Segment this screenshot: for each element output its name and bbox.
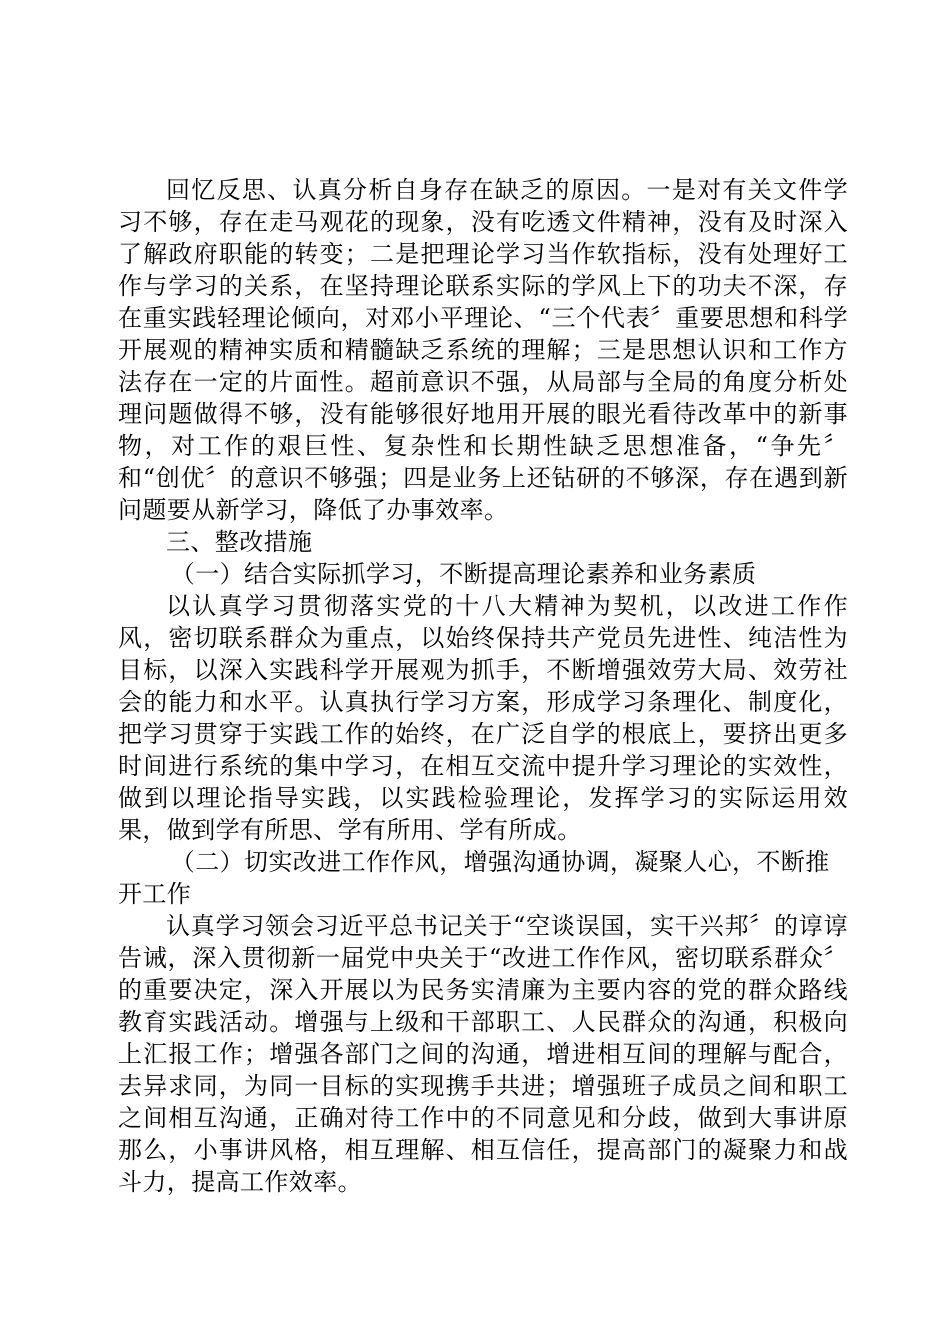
subheading-work-style: （二）切实改进工作作风，增强沟通协调，凝聚人心，不断推开工作 bbox=[118, 848, 830, 908]
paragraph-reasons-analysis: 回忆反思、认真分析自身存在缺乏的原因。一是对有关文件学习不够，存在走马观花的现象，没有吃透文件精神，没有及时深入了解政府职能的转变；二是把理论学习当作软指标，没有处理好工作与学习的关系，在坚持理论联系实际的学风上下的功夫不深，存在重实践轻理论倾向，对邓小平理论、“三个代表〞重要思想和科学开展观的精神实质和精髓缺乏系统的理解；三是思想认识和工作方法存在一定的片面性。超前意识不强，从局部与全局的角度分析处理问题做得不够，没有能够很好地用开展的眼光看待改革中的新事物，对工作的艰巨性、复杂性和长期性缺乏思想准备，“争先〞和“创优〞的意识不够强；四是业务上还钻研的不够深，存在遇到新问题要从新学习，降低了办事效率。 bbox=[118, 176, 848, 524]
section-heading-rectification-measures: 三、整改措施 bbox=[166, 528, 313, 556]
paragraph-study-plan: 以认真学习贯彻落实党的十八大精神为契机，以改进工作作风，密切联系群众为重点，以始终保持共产党员先进性、纯洁性为目标，以深入实践科学开展观为抓手，不断增强效劳大局、效劳社会的能力和水平。认真执行学习方案，形成学习条理化、制度化，把学习贯穿于实践工作的始终，在广泛自学的根底上，要挤出更多时间进行系统的集中学习，在相互交流中提升学习理论的实效性，做到以理论指导实践，以实践检验理论，发挥学习的实际运用效果，做到学有所思、学有所用、学有所成。 bbox=[118, 592, 848, 844]
paragraph-work-style-details: 认真学习领会习近平总书记关于“空谈误国，实干兴邦〞的谆谆告诫，深入贯彻新一届党中央关于“改进工作作风，密切联系群众〞的重要决定，深入开展以为民务实清廉为主要内容的党的群众路线教育实践活动。增强与上级和干部职工、人民群众的沟通，积极向上汇报工作；增强各部门之间的沟通，增进相互间的理解与配合，去异求同，为同一目标的实现携手共进；增强班子成员之间和职工之间相互沟通，正确对待工作中的不同意见和分歧，做到大事讲原那么，小事讲风格，相互理解、相互信任，提高部门的凝聚力和战斗力，提高工作效率。 bbox=[118, 912, 848, 1196]
subheading-study-improvement: （一）结合实际抓学习，不断提高理论素养和业务素质 bbox=[170, 560, 757, 588]
document-body bbox=[118, 174, 848, 1198]
